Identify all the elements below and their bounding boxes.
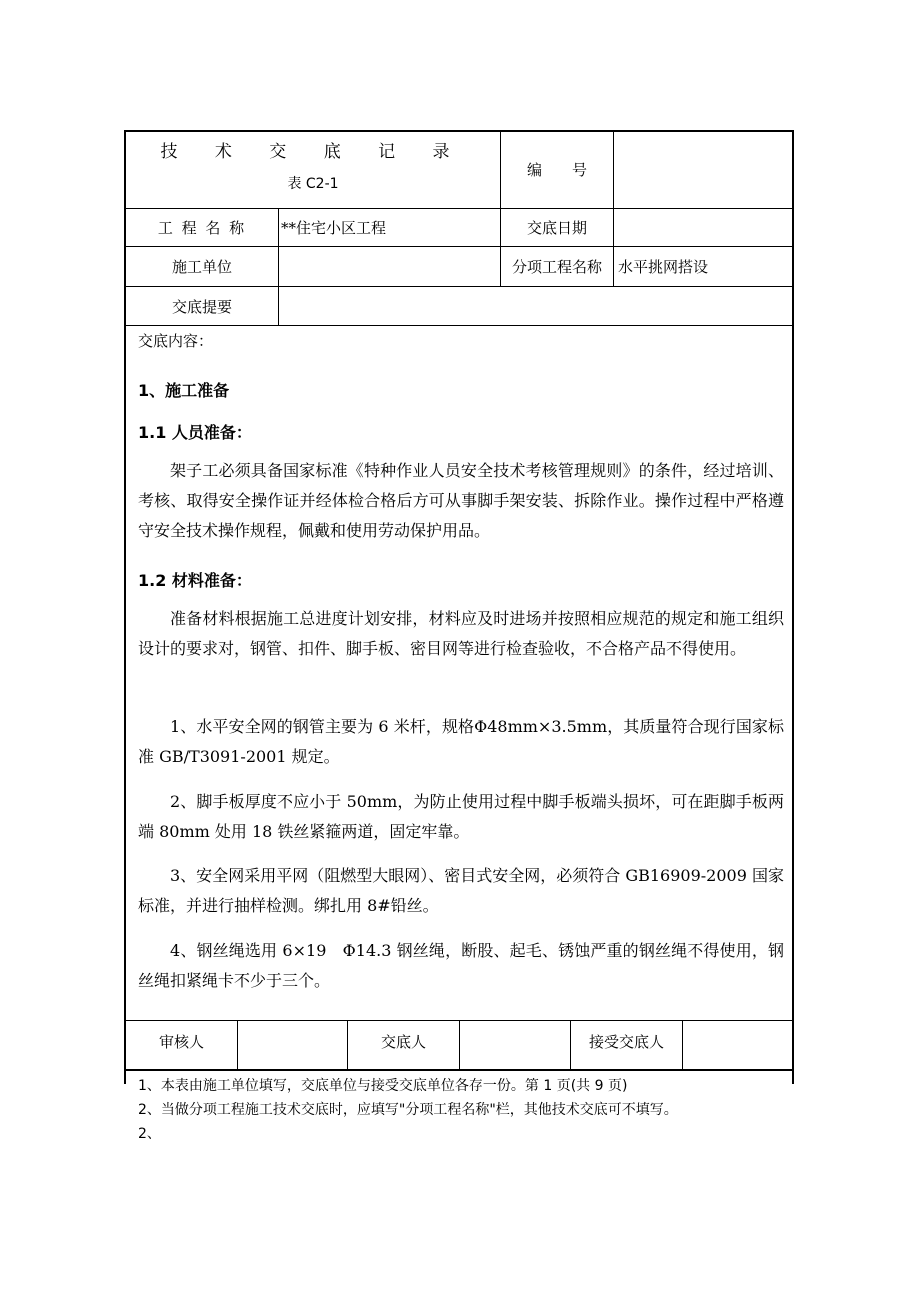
date-field[interactable]	[616, 209, 790, 246]
presenter-field[interactable]	[461, 1021, 569, 1061]
number-field[interactable]	[616, 131, 790, 208]
subproject-label: 分项工程名称	[511, 258, 602, 276]
footnote-1: 1、本表由施工单位填写，交底单位与接受交底单位各存一份。第 1 页(共 9 页)	[138, 1078, 628, 1094]
material-item-4: 4、钢丝绳选用 6×19 Φ14.3 钢丝绳，断股、起毛、锈蚀严重的钢丝绳不得使用，钢丝绳扣紧绳卡不少于三个。	[138, 941, 784, 990]
project-name-value[interactable]: **住宅小区工程	[281, 219, 387, 237]
footnote-3: 2、	[138, 1126, 161, 1142]
reviewer-field[interactable]	[239, 1021, 346, 1061]
summary-field[interactable]	[281, 287, 790, 325]
material-item-1: 1、水平安全网的钢管主要为 6 米杆，规格Φ48mm×3.5mm，其质量符合现行国家标准 GB/T3091-2001 规定。	[138, 717, 784, 766]
form-title: 技 术 交 底 记 录	[160, 141, 466, 162]
section-heading-preparation: 1、施工准备	[138, 381, 230, 400]
section-heading-personnel: 1.1 人员准备：	[138, 423, 252, 442]
receiver-label: 接受交底人	[588, 1032, 664, 1051]
content-label: 交底内容：	[138, 332, 214, 350]
section-heading-materials: 1.2 材料准备：	[138, 571, 252, 590]
material-item-3: 3、安全网采用平网（阻燃型大眼网）、密目式安全网，必须符合 GB16909-2009 国家标准，并进行抽样检测。绑扎用 8#铅丝。	[138, 866, 784, 915]
paragraph-personnel: 架子工必须具备国家标准《特种作业人员安全技术考核管理规则》的条件，经过培训、考核、取得安全操作证并经体检合格后方可从事脚手架安装、拆除作业。操作过程中严格遵守安全技术操作规程，佩戴和使用劳动保护用品。	[138, 461, 784, 540]
form-code: 表 C2-1	[287, 176, 339, 192]
subproject-value[interactable]: 水平挑网搭设	[618, 258, 709, 276]
summary-label: 交底提要	[171, 297, 232, 316]
presenter-label: 交底人	[380, 1032, 426, 1051]
project-name-label: 工 程 名 称	[157, 219, 247, 237]
paragraph-materials: 准备材料根据施工总进度计划安排，材料应及时进场并按照相应规范的规定和施工组织设计的要求对，钢管、扣件、脚手板、密目网等进行检查验收，不合格产品不得使用。	[138, 609, 784, 658]
unit-field[interactable]	[281, 247, 499, 286]
unit-label: 施工单位	[171, 258, 232, 276]
footnote-2: 2、当做分项工程施工技术交底时，应填写"分项工程名称"栏，其他技术交底可不填写。	[138, 1102, 678, 1118]
date-label: 交底日期	[526, 219, 587, 237]
receiver-field[interactable]	[684, 1021, 790, 1061]
material-item-2: 2、脚手板厚度不应小于 50mm，为防止使用过程中脚手板端头损坏，可在距脚手板两端 80mm 处用 18 铁丝紧箍两道，固定牢靠。	[138, 792, 784, 841]
reviewer-label: 审核人	[158, 1032, 204, 1051]
number-label: 编 号	[526, 161, 587, 179]
